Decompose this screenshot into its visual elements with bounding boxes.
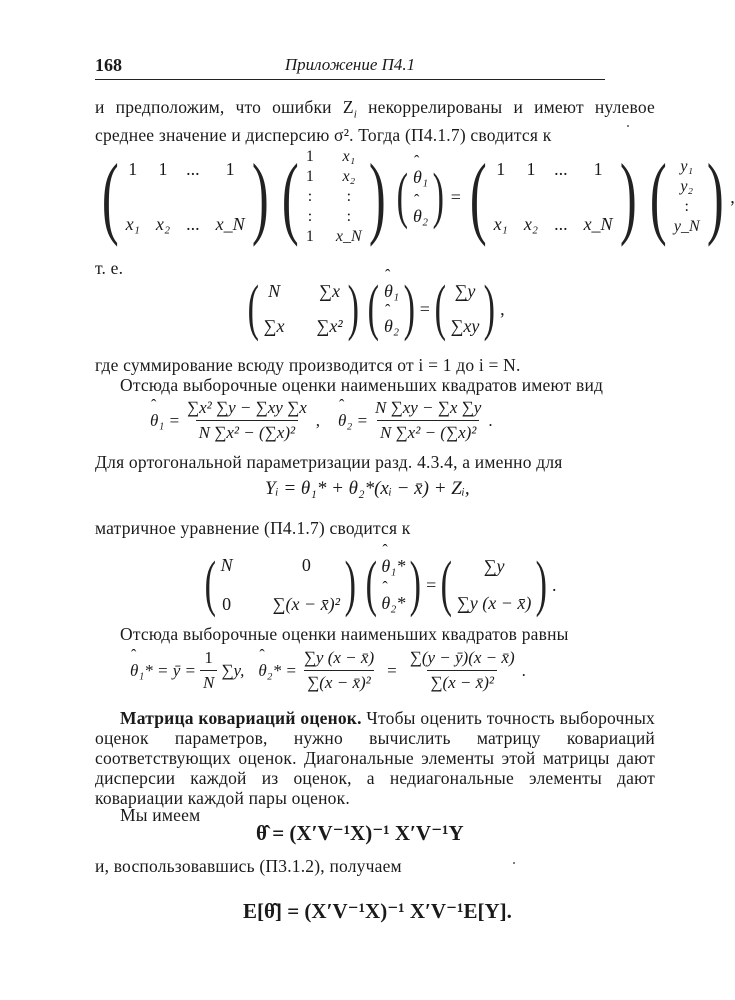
- paragraph-covariance: Матрица ковариаций оценок. Чтобы оценить точность выборочных оценок параметров, нужно вычислить матрицу ковариаций соответствующих оценок. Диагональные элементы этой матрицы дают дисперсии каждой из оценок, а недиагональные элементы дают ковариации каждой пары оценок.: [95, 708, 656, 808]
- paragraph-estimates-form: Отсюда выборочные оценки наименьших квадратов имеют вид: [120, 375, 604, 395]
- matrix-design: 1 x₁ 1 x₂ : : : : 1 x_N: [305, 148, 362, 245]
- paragraph-estimates-equal: Отсюда выборочные оценки наименьших квадратов равны: [120, 624, 569, 644]
- theta-star-vector: ˆ θ₁* ˆ θ₂*: [381, 556, 405, 614]
- paragraph-using: и, воспользовавшись (П3.1.2), получаем: [95, 856, 402, 876]
- page-header: [95, 55, 605, 81]
- paragraph-orthogonal: Для ортогональной параметризации разд. 4.3.4, а именно для: [95, 452, 563, 472]
- equation-gls-estimator: θ̂ = (X′V⁻¹X)⁻¹ X′V⁻¹Y: [256, 821, 464, 845]
- left-paren: (: [101, 145, 119, 248]
- matrix-x-transpose: 1 1 ... 1 x₁ x₂ ... x_N: [125, 159, 245, 234]
- rhs-orthogonal: ∑y ∑y (x − x̄): [456, 556, 532, 613]
- equation-theta-estimates: ˆ θ₁ = $\frac{\text{∑x² ∑y − ∑xy ∑x}}{\text{N ∑x² − (∑x)²}}$ , ˆ θ₂ = $\frac{N \sum xy - \sum x \sum y}{\text{N ∑x² − (∑x)²}}$ .: [150, 398, 493, 443]
- y-vector: y₁ y₂ : y_N: [673, 158, 700, 235]
- equation-normal-sums: ( N ∑x ∑x ∑x² ) ( ˆ θ₁ ˆ θ₂ ) = ( ∑y ∑xy ) ,: [243, 274, 505, 344]
- equation-matrix-normal: ( 1 1 ... 1 x₁ x₂ ... x_N ) ( 1 x₁ 1 x₂ : : : : 1 x_N ) ( ˆ θ₁ ˆ θ₂ ) = ( 1 1 ... 1 x₁ x₂ ... x_N ) ( y₁ y₂ : y_N ) ,: [95, 142, 735, 252]
- equation-orthogonal-matrix: ( N 0 0 ∑(x − x̄)² ) ( ˆ θ₁* ˆ θ₂* ) = ( ∑y ∑y (x − x̄) ) .: [200, 548, 557, 622]
- paragraph-we-have: Мы имеем: [120, 805, 201, 825]
- equation-theta-star-estimates: ˆ θ₁* = ȳ = $\frac{1}{N}$ ∑y, ˆ θ₂* = $\frac{\sum y (x - x̄)}{\text{∑(x − x̄)²}}$ = $\frac{\sum(y - ȳ)(x - x̄)}{\text{∑(x − x̄)²}}$ .: [130, 648, 526, 693]
- theta-vector: ˆ θ₁ ˆ θ₂: [413, 167, 428, 227]
- matrix-orthogonal: N 0 0 ∑(x − x̄)²: [220, 555, 341, 614]
- section-heading: Матрица ковариаций оценок.: [120, 708, 362, 728]
- running-title: Приложение П4.1: [284, 55, 416, 74]
- paragraph-matrix-reduces: матричное уравнение (П4.1.7) сводится к: [95, 518, 411, 538]
- rhs-sums: ∑y ∑xy: [450, 281, 480, 336]
- header-rule: [95, 79, 605, 80]
- print-speck: [513, 862, 515, 864]
- print-speck: [627, 125, 629, 127]
- matrix-sums: N ∑x ∑x ∑x²: [263, 281, 343, 336]
- theta-vector-2: ˆ θ₁ ˆ θ₂: [384, 281, 399, 337]
- equation-expectation: E[θ̂] = (X′V⁻¹X)⁻¹ X′V⁻¹E[Y].: [243, 899, 512, 923]
- page-number: 168: [95, 55, 122, 75]
- equation-orthogonal-model: Yᵢ = θ₁* + θ₂*(xᵢ − x̄) + Zᵢ,: [265, 478, 470, 499]
- paragraph-intro: и предположим, что ошибки $Z_i$ некоррелированы и имеют нулевое среднее значение и дисперсию σ². Тогда (П4.1.7) сводится к: [95, 97, 655, 145]
- paragraph-summation: где суммирование всюду производится от i = 1 до i = N.: [95, 355, 521, 375]
- te-label: т. е.: [95, 258, 124, 278]
- matrix-x-transpose-rhs: 1 1 ... 1 x₁ x₂ ... x_N: [493, 159, 613, 234]
